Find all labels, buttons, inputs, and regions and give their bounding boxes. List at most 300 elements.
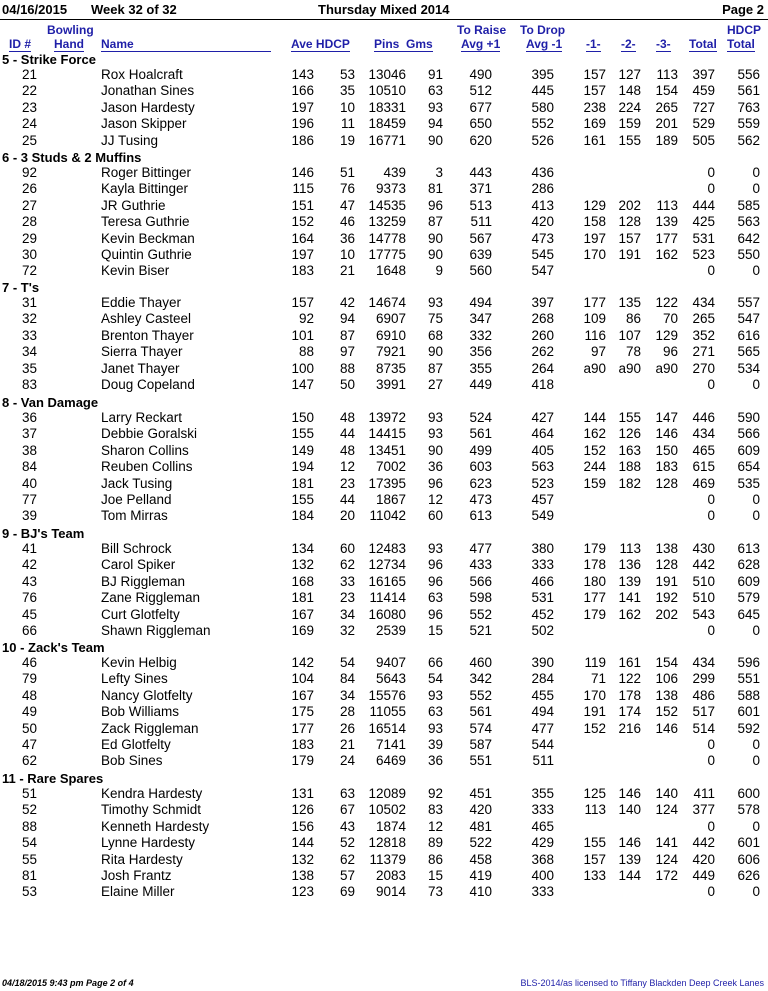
bowler-name: Carol Spiker bbox=[101, 557, 176, 573]
game-2: 182 bbox=[618, 475, 641, 491]
bowler-handicap: 23 bbox=[339, 590, 355, 606]
bowler-row bbox=[0, 231, 768, 247]
bowler-name: Teresa Guthrie bbox=[101, 214, 190, 230]
series-total: 299 bbox=[692, 671, 715, 687]
game-2: 127 bbox=[618, 67, 641, 82]
to-raise: 552 bbox=[469, 687, 492, 703]
bowler-average: 183 bbox=[291, 263, 314, 279]
to-drop: 400 bbox=[531, 868, 554, 883]
bowler-id: 22 bbox=[21, 83, 37, 99]
bowler-average: 144 bbox=[291, 835, 314, 851]
bowler-handicap: 36 bbox=[339, 230, 355, 246]
bowler-average: 123 bbox=[291, 884, 314, 900]
series-total: 0 bbox=[707, 377, 715, 392]
hdcp-total: 0 bbox=[752, 181, 760, 197]
to-raise: 332 bbox=[469, 327, 492, 343]
bowler-handicap: 42 bbox=[339, 295, 355, 310]
to-raise: 449 bbox=[469, 377, 492, 392]
bowler-name: Bill Schrock bbox=[101, 541, 172, 556]
bowler-id: 77 bbox=[21, 492, 37, 507]
hdcp-total: 550 bbox=[737, 247, 760, 262]
series-total: 517 bbox=[692, 704, 715, 720]
bowler-average: 166 bbox=[291, 83, 314, 99]
game-3: 113 bbox=[656, 67, 678, 82]
to-raise: 598 bbox=[469, 590, 492, 606]
bowler-handicap: 57 bbox=[339, 868, 355, 883]
to-raise: 451 bbox=[469, 786, 492, 801]
bowler-pins: 16771 bbox=[368, 132, 406, 148]
to-raise: 574 bbox=[469, 720, 492, 736]
bowler-id: 40 bbox=[21, 475, 37, 491]
bowler-row bbox=[0, 623, 768, 639]
col-hdcp-total: Total bbox=[727, 37, 755, 51]
bowler-pins: 8735 bbox=[375, 360, 406, 376]
bowler-id: 26 bbox=[21, 181, 37, 197]
bowler-handicap: 87 bbox=[339, 327, 355, 343]
bowler-games: 92 bbox=[427, 786, 443, 801]
game-3: a90 bbox=[655, 360, 678, 376]
bowler-name: Rox Hoalcraft bbox=[101, 67, 183, 82]
game-1: 157 bbox=[583, 83, 606, 99]
to-drop: 418 bbox=[531, 377, 554, 392]
bowler-games: 63 bbox=[427, 83, 443, 99]
bowler-row bbox=[0, 459, 768, 475]
game-2: 141 bbox=[618, 590, 641, 606]
bowler-id: 47 bbox=[21, 737, 37, 752]
game-3: 122 bbox=[655, 295, 678, 310]
series-total: 469 bbox=[692, 475, 715, 491]
game-2: 78 bbox=[625, 344, 641, 360]
bowler-name: Bob Sines bbox=[101, 753, 163, 769]
bowler-games: 68 bbox=[427, 327, 443, 343]
bowler-name: Zack Riggleman bbox=[101, 720, 199, 736]
bowler-name: Sharon Collins bbox=[101, 442, 189, 458]
bowler-average: 100 bbox=[291, 360, 314, 376]
bowler-average: 104 bbox=[291, 671, 314, 687]
to-raise: 623 bbox=[469, 475, 492, 491]
hdcp-total: 566 bbox=[737, 426, 760, 442]
game-1: 169 bbox=[583, 116, 606, 132]
game-2: 191 bbox=[618, 247, 641, 262]
to-raise: 420 bbox=[469, 802, 492, 818]
col-to-drop: To Drop bbox=[520, 23, 566, 37]
game-2: 146 bbox=[618, 835, 641, 851]
bowler-name: Rita Hardesty bbox=[101, 851, 183, 867]
bowler-games: 90 bbox=[427, 230, 443, 246]
bowler-average: 132 bbox=[291, 851, 314, 867]
bowler-id: 29 bbox=[21, 230, 37, 246]
game-3: 152 bbox=[655, 704, 678, 720]
series-total: 0 bbox=[707, 492, 715, 507]
bowler-name: Tom Mirras bbox=[101, 508, 168, 524]
hdcp-total: 0 bbox=[752, 623, 760, 638]
bowler-games: 87 bbox=[427, 360, 443, 376]
bowler-name: Eddie Thayer bbox=[101, 295, 182, 310]
game-1: 158 bbox=[583, 214, 606, 230]
bowler-handicap: 44 bbox=[339, 426, 355, 442]
bowler-name: Joe Pelland bbox=[101, 492, 172, 507]
game-2: 188 bbox=[618, 459, 641, 475]
to-drop: 333 bbox=[531, 884, 554, 900]
bowler-name: Kevin Helbig bbox=[101, 655, 177, 670]
to-raise: 473 bbox=[469, 492, 492, 507]
hdcp-total: 556 bbox=[737, 67, 760, 82]
bowler-pins: 13451 bbox=[368, 442, 406, 458]
game-3: 138 bbox=[655, 687, 678, 703]
bowler-handicap: 10 bbox=[339, 99, 355, 115]
bowler-pins: 7921 bbox=[375, 344, 406, 360]
bowler-handicap: 34 bbox=[339, 687, 355, 703]
team-heading: 5 - Strike Force bbox=[2, 52, 96, 67]
bowler-row bbox=[0, 377, 768, 393]
game-3: 146 bbox=[655, 426, 678, 442]
page-number: Page 2 bbox=[722, 2, 764, 17]
bowler-pins: 14778 bbox=[368, 230, 406, 246]
bowler-handicap: 53 bbox=[339, 67, 355, 82]
to-raise: 512 bbox=[469, 83, 492, 99]
hdcp-total: 557 bbox=[737, 295, 760, 310]
series-total: 420 bbox=[692, 851, 715, 867]
game-3: 154 bbox=[655, 83, 678, 99]
hdcp-total: 559 bbox=[737, 116, 760, 132]
bowler-row bbox=[0, 311, 768, 327]
to-raise: 521 bbox=[469, 623, 492, 638]
series-total: 442 bbox=[692, 557, 715, 573]
header-rule bbox=[0, 19, 768, 20]
hdcp-total: 642 bbox=[737, 230, 760, 246]
bowler-id: 28 bbox=[21, 214, 37, 230]
game-3: 150 bbox=[655, 442, 678, 458]
series-total: 271 bbox=[692, 344, 715, 360]
hdcp-total: 654 bbox=[737, 459, 760, 475]
hdcp-total: 601 bbox=[737, 704, 760, 720]
series-total: 377 bbox=[692, 802, 715, 818]
bowler-pins: 17395 bbox=[368, 475, 406, 491]
bowler-average: 197 bbox=[291, 247, 314, 262]
game-1: 178 bbox=[583, 557, 606, 573]
to-drop: 397 bbox=[531, 295, 554, 310]
bowler-row bbox=[0, 868, 768, 884]
bowler-id: 66 bbox=[21, 623, 37, 638]
to-drop: 452 bbox=[531, 606, 554, 622]
game-2: 113 bbox=[619, 541, 641, 556]
game-3: 201 bbox=[655, 116, 678, 132]
bowler-games: 60 bbox=[427, 508, 443, 524]
bowler-row bbox=[0, 426, 768, 442]
series-total: 430 bbox=[692, 541, 715, 556]
bowler-games: 93 bbox=[427, 410, 443, 425]
bowler-games: 96 bbox=[427, 606, 443, 622]
bowler-pins: 11055 bbox=[369, 704, 406, 720]
to-drop: 580 bbox=[531, 99, 554, 115]
col-hand: Hand bbox=[54, 37, 84, 51]
series-total: 444 bbox=[692, 197, 715, 213]
bowler-name: Kenneth Hardesty bbox=[101, 818, 210, 834]
bowler-average: 197 bbox=[291, 99, 314, 115]
col-id: ID # bbox=[9, 37, 32, 51]
to-drop: 477 bbox=[531, 720, 554, 736]
to-drop: 445 bbox=[531, 83, 554, 99]
game-3: 128 bbox=[655, 475, 678, 491]
bowler-handicap: 21 bbox=[339, 737, 355, 752]
game-1: a90 bbox=[583, 360, 606, 376]
game-2: 161 bbox=[618, 655, 641, 670]
bowler-games: 12 bbox=[427, 492, 443, 507]
to-raise: 443 bbox=[469, 165, 492, 180]
game-3: 129 bbox=[655, 327, 678, 343]
bowler-average: 169 bbox=[291, 623, 314, 638]
to-raise: 620 bbox=[469, 132, 492, 148]
bowler-id: 50 bbox=[21, 720, 37, 736]
to-drop: 268 bbox=[531, 311, 554, 327]
bowler-games: 63 bbox=[427, 590, 443, 606]
bowler-average: 157 bbox=[291, 295, 314, 310]
bowler-games: 96 bbox=[427, 475, 443, 491]
series-total: 486 bbox=[692, 687, 715, 703]
footer-license: BLS-2014/as licensed to Tiffany Blackden Deep Creek Lanes bbox=[520, 978, 764, 988]
hdcp-total: 616 bbox=[737, 327, 760, 343]
bowler-name: Jack Tusing bbox=[101, 475, 173, 491]
game-2: 139 bbox=[618, 573, 641, 589]
to-drop: 260 bbox=[531, 327, 554, 343]
to-raise: 522 bbox=[469, 835, 492, 851]
bowler-id: 39 bbox=[21, 508, 37, 524]
to-drop: 526 bbox=[531, 132, 554, 148]
game-1: 129 bbox=[583, 197, 606, 213]
bowler-row bbox=[0, 737, 768, 753]
bowler-row bbox=[0, 295, 768, 311]
bowler-handicap: 44 bbox=[339, 492, 355, 507]
hdcp-total: 609 bbox=[737, 573, 760, 589]
hdcp-total: 561 bbox=[737, 83, 760, 99]
bowler-average: 149 bbox=[291, 442, 314, 458]
to-drop: 531 bbox=[531, 590, 554, 606]
game-3: 191 bbox=[655, 573, 678, 589]
to-raise: 551 bbox=[469, 753, 492, 769]
bowler-handicap: 76 bbox=[339, 181, 355, 197]
game-1: 71 bbox=[590, 671, 606, 687]
bowler-pins: 9407 bbox=[375, 655, 406, 670]
bowler-id: 81 bbox=[21, 868, 37, 883]
hdcp-total: 592 bbox=[737, 720, 760, 736]
bowler-row bbox=[0, 884, 768, 900]
bowler-average: 167 bbox=[291, 606, 314, 622]
game-1: 157 bbox=[583, 67, 606, 82]
bowler-handicap: 10 bbox=[339, 247, 355, 262]
bowler-name: Doug Copeland bbox=[101, 377, 195, 392]
bowler-games: 94 bbox=[427, 116, 443, 132]
bowler-row bbox=[0, 165, 768, 181]
series-total: 510 bbox=[692, 590, 715, 606]
col-game1: -1- bbox=[586, 37, 601, 51]
series-total: 0 bbox=[707, 181, 715, 197]
game-1: 161 bbox=[583, 132, 606, 148]
hdcp-total: 0 bbox=[752, 492, 760, 507]
col-game2: -2- bbox=[621, 37, 636, 51]
bowler-id: 45 bbox=[21, 606, 37, 622]
series-total: 0 bbox=[707, 508, 715, 524]
game-2: 140 bbox=[618, 802, 641, 818]
bowler-average: 164 bbox=[291, 230, 314, 246]
series-total: 425 bbox=[692, 214, 715, 230]
to-raise: 677 bbox=[469, 99, 492, 115]
game-2: 135 bbox=[618, 295, 641, 310]
bowler-pins: 3991 bbox=[375, 377, 406, 392]
game-3: 177 bbox=[655, 230, 678, 246]
bowler-name: Brenton Thayer bbox=[101, 327, 194, 343]
bowler-id: 54 bbox=[21, 835, 37, 851]
bowler-row bbox=[0, 541, 768, 557]
series-total: 510 bbox=[692, 573, 715, 589]
game-3: 139 bbox=[655, 214, 678, 230]
game-2: 146 bbox=[618, 786, 641, 801]
game-1: 116 bbox=[584, 327, 606, 343]
bowler-handicap: 26 bbox=[339, 720, 355, 736]
bowler-id: 32 bbox=[21, 311, 37, 327]
bowler-id: 55 bbox=[21, 851, 37, 867]
game-1: 152 bbox=[583, 720, 606, 736]
bowler-pins: 12734 bbox=[368, 557, 406, 573]
hdcp-total: 0 bbox=[752, 377, 760, 392]
game-1: 179 bbox=[583, 606, 606, 622]
bowler-pins: 2083 bbox=[375, 868, 406, 883]
to-raise: 499 bbox=[469, 442, 492, 458]
series-total: 529 bbox=[692, 116, 715, 132]
to-drop: 355 bbox=[531, 786, 554, 801]
to-raise: 490 bbox=[469, 67, 492, 82]
series-total: 531 bbox=[692, 230, 715, 246]
hdcp-total: 626 bbox=[737, 868, 760, 883]
hdcp-total: 763 bbox=[737, 99, 760, 115]
game-3: 162 bbox=[655, 247, 678, 262]
to-raise: 477 bbox=[469, 541, 492, 556]
to-drop: 563 bbox=[531, 459, 554, 475]
hdcp-total: 0 bbox=[752, 737, 760, 752]
to-drop: 549 bbox=[531, 508, 554, 524]
bowler-average: 131 bbox=[291, 786, 314, 801]
game-3: 141 bbox=[655, 835, 678, 851]
hdcp-total: 0 bbox=[752, 818, 760, 834]
bowler-handicap: 35 bbox=[339, 83, 355, 99]
bowler-row bbox=[0, 328, 768, 344]
game-3: 154 bbox=[655, 655, 678, 670]
team-heading: 11 - Rare Spares bbox=[2, 771, 104, 786]
bowler-average: 179 bbox=[291, 753, 314, 769]
game-1: 144 bbox=[583, 410, 606, 425]
to-raise: 524 bbox=[469, 410, 492, 425]
bowler-average: 151 bbox=[291, 197, 314, 213]
bowler-average: 175 bbox=[291, 704, 314, 720]
series-total: 0 bbox=[707, 165, 715, 180]
series-total: 0 bbox=[707, 737, 715, 752]
bowler-handicap: 32 bbox=[339, 623, 355, 638]
bowler-row bbox=[0, 835, 768, 851]
game-2: 128 bbox=[618, 214, 641, 230]
hdcp-total: 563 bbox=[737, 214, 760, 230]
bowler-id: 84 bbox=[21, 459, 37, 475]
to-drop: 511 bbox=[532, 753, 554, 769]
bowler-id: 53 bbox=[21, 884, 37, 900]
game-2: 159 bbox=[618, 116, 641, 132]
game-3: 96 bbox=[662, 344, 678, 360]
bowler-row bbox=[0, 852, 768, 868]
bowler-pins: 11042 bbox=[369, 508, 406, 524]
game-2: 174 bbox=[618, 704, 641, 720]
bowler-row bbox=[0, 133, 768, 149]
series-total: 459 bbox=[692, 83, 715, 99]
game-3: 128 bbox=[655, 557, 678, 573]
hdcp-total: 596 bbox=[737, 655, 760, 670]
bowler-handicap: 11 bbox=[340, 116, 355, 132]
to-drop: 455 bbox=[531, 687, 554, 703]
game-2: 178 bbox=[618, 687, 641, 703]
to-drop: 390 bbox=[531, 655, 554, 670]
to-drop: 264 bbox=[531, 360, 554, 376]
game-1: 197 bbox=[583, 230, 606, 246]
to-raise: 371 bbox=[469, 181, 492, 197]
game-3: 189 bbox=[655, 132, 678, 148]
hdcp-total: 585 bbox=[737, 197, 760, 213]
game-1: 177 bbox=[583, 295, 606, 310]
bowler-pins: 5643 bbox=[375, 671, 406, 687]
series-total: 270 bbox=[692, 360, 715, 376]
bowler-pins: 2539 bbox=[375, 623, 406, 638]
bowler-games: 93 bbox=[427, 426, 443, 442]
bowler-pins: 12483 bbox=[368, 541, 406, 556]
to-raise: 603 bbox=[469, 459, 492, 475]
to-drop: 523 bbox=[531, 475, 554, 491]
bowler-row bbox=[0, 361, 768, 377]
bowler-name: Ashley Casteel bbox=[101, 311, 192, 327]
series-total: 0 bbox=[707, 884, 715, 900]
hdcp-total: 535 bbox=[737, 475, 760, 491]
to-raise: 433 bbox=[469, 557, 492, 573]
bowler-name: Kayla Bittinger bbox=[101, 181, 189, 197]
to-drop: 464 bbox=[531, 426, 554, 442]
bowler-name: Bob Williams bbox=[101, 704, 180, 720]
col-bowling: Bowling bbox=[47, 23, 94, 37]
bowler-name: Ed Glotfelty bbox=[101, 737, 171, 752]
bowler-row bbox=[0, 100, 768, 116]
bowler-games: 36 bbox=[427, 459, 443, 475]
bowler-name: Larry Reckart bbox=[101, 410, 183, 425]
bowler-games: 90 bbox=[427, 132, 443, 148]
game-1: 159 bbox=[583, 475, 606, 491]
to-drop: 262 bbox=[531, 344, 554, 360]
bowler-games: 89 bbox=[427, 835, 443, 851]
bowler-handicap: 24 bbox=[339, 753, 355, 769]
bowler-pins: 6907 bbox=[375, 311, 406, 327]
series-total: 505 bbox=[692, 132, 715, 148]
series-total: 352 bbox=[692, 327, 715, 343]
hdcp-total: 565 bbox=[737, 344, 760, 360]
hdcp-total: 628 bbox=[737, 557, 760, 573]
hdcp-total: 547 bbox=[737, 311, 760, 327]
to-raise: 561 bbox=[469, 426, 492, 442]
series-total: 411 bbox=[693, 786, 715, 801]
bowler-games: 93 bbox=[427, 541, 443, 556]
game-2: 144 bbox=[618, 868, 641, 883]
bowler-games: 96 bbox=[427, 197, 443, 213]
bowler-handicap: 84 bbox=[339, 671, 355, 687]
footer-timestamp: 04/18/2015 9:43 pm Page 2 of 4 bbox=[2, 978, 134, 988]
bowler-average: 194 bbox=[291, 459, 314, 475]
bowler-games: 90 bbox=[427, 344, 443, 360]
bowler-row bbox=[0, 508, 768, 524]
bowler-pins: 11379 bbox=[369, 851, 406, 867]
to-raise: 650 bbox=[469, 116, 492, 132]
series-total: 465 bbox=[692, 442, 715, 458]
